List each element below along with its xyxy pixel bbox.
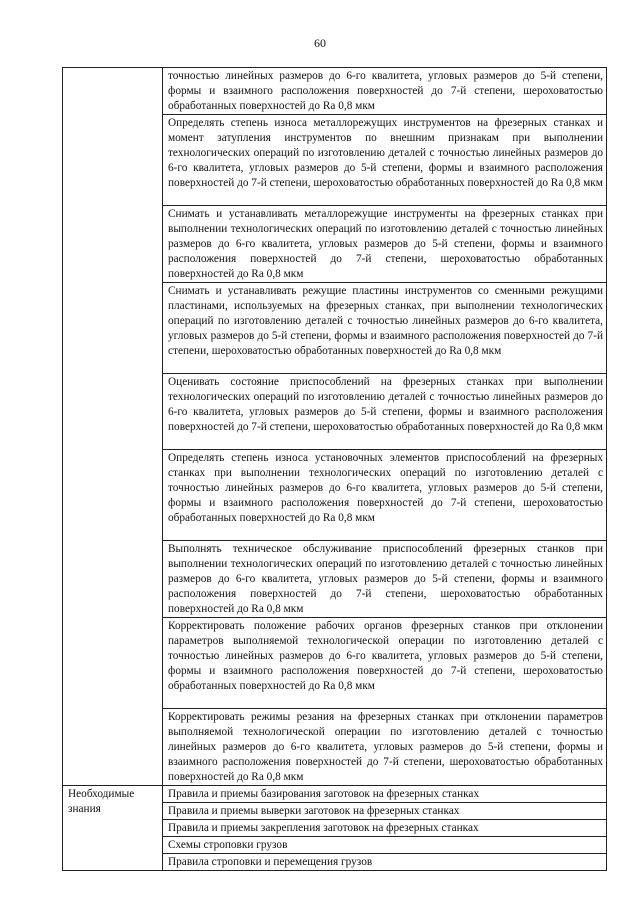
skill-cell: Выполнять техническое обслуживание приспособлений фрезерных станков при выполнении технологических операций по изготовлению деталей с точностью линейных размеров до 6-го квалитета, угловых размеров до 5-й степени, формы и взаимного расположения поверхностей до 7-й степени, шероховатостью обработанных поверхностей до Ra 0,8 мкм [163,541,607,618]
knowledge-cell: Правила и приемы закрепления заготовок на фрезерных станках [163,820,607,837]
page-number: 60 [314,36,326,50]
knowledge-cell: Правила и приемы выверки заготовок на фрезерных станках [163,803,607,820]
knowledge-cell: Схемы строповки грузов [163,837,607,854]
skill-cell: Снимать и устанавливать металлорежущие инструменты на фрезерных станках при выполнении технологических операций по изготовлению деталей с точностью линейных размеров до 6-го квалитета, угловых размеров до 5-й степени, формы и взаимного расположения поверхностей до 7-й степени, шероховатостью обработанных поверхностей до Ra 0,8 мкм [163,206,607,283]
skill-cell: Определять степень износа установочных элементов приспособлений на фрезерных станках при выполнении технологических операций по изготовлению деталей с точностью линейных размеров до 6-го квалитета, угловых размеров до 5-й степени, формы и взаимного расположения поверхностей до 7-й степени, шероховатостью обработанных поверхностей до Ra 0,8 мкм [163,450,607,541]
requirements-table [62,67,607,871]
knowledge-cell: Правила и приемы базирования заготовок на фрезерных станках [163,786,607,803]
skill-cell: точностью линейных размеров до 6-го квалитета, угловых размеров до 5-й степени, формы и взаимного расположения поверхностей до 7-й степени, шероховатостью обработанных поверхностей до Ra 0,8 мкм [163,68,607,115]
skill-cell: Оценивать состояние приспособлений на фрезерных станках при выполнении технологических операций по изготовлению деталей с точностью линейных размеров до 6-го квалитета, угловых размеров до 5-й степени, формы и взаимного расположения поверхностей до 7-й степени, шероховатостью обработанных поверхностей до Ra 0,8 мкм [163,374,607,450]
skill-cell: Снимать и устанавливать режущие пластины инструментов со сменными режущими пластинами, используемых на фрезерных станках, при выполнении технологических операций по изготовлению деталей с точностью линейных размеров до 6-го квалитета, угловых размеров до 5-й степени, формы и взаимного расположения поверхностей до 7-й степени, шероховатостью обработанных поверхностей до Ra 0,8 мкм [163,283,607,374]
table-row [63,786,607,803]
skill-cell: Корректировать режимы резания на фрезерных станках при отклонении параметров выполняемой технологической операции по изготовлению деталей с точностью линейных размеров до 6-го квалитета, угловых размеров до 5-й степени, формы и взаимного расположения поверхностей до 7-й степени, шероховатостью обработанных поверхностей до Ra 0,8 мкм [163,709,607,786]
skill-cell: Определять степень износа металлорежущих инструментов на фрезерных станках и момент затупления инструментов по внешним признакам при выполнении технологических операций по изготовлению деталей с точностью линейных размеров до 6-го квалитета, угловых размеров до 5-й степени, формы и взаимного расположения поверхностей до 7-й степени, шероховатостью обработанных поверхностей до Ra 0,8 мкм [163,115,607,206]
section-heading-required-knowledge: Необходимые знания [63,786,163,871]
table-left-cell-empty [63,68,163,786]
table-row [63,68,607,115]
knowledge-cell: Правила строповки и перемещения грузов [163,854,607,871]
skill-cell: Корректировать положение рабочих органов фрезерных станков при отклонении параметров выполняемой технологической операции по изготовлению деталей с точностью линейных размеров до 6-го квалитета, угловых размеров до 5-й степени, формы и взаимного расположения поверхностей до 7-й степени, шероховатостью обработанных поверхностей до Ra 0,8 мкм [163,618,607,709]
